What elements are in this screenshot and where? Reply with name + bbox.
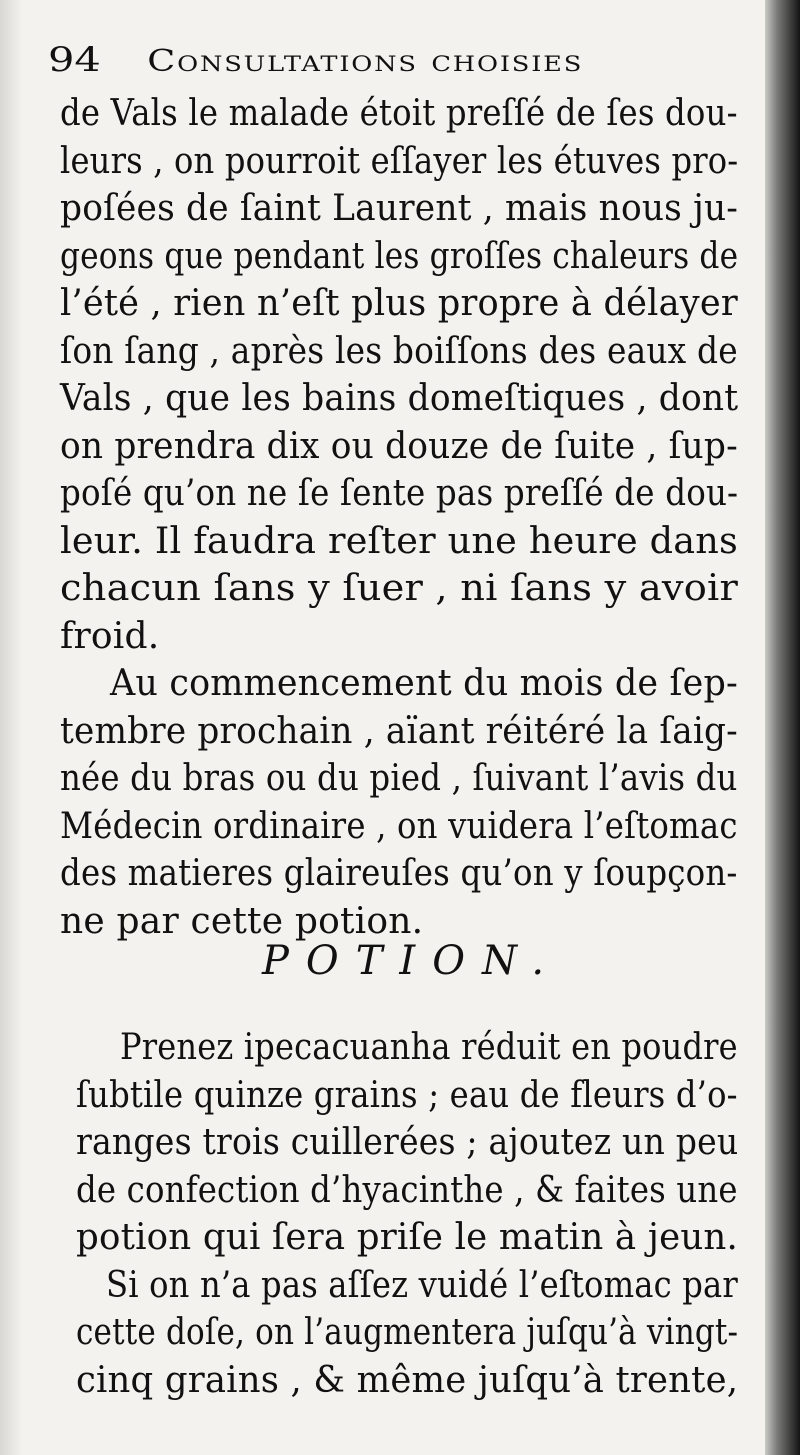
- text-line: ne par cette potion.: [60, 900, 424, 942]
- text-line: leurs , on pourroit eſſayer les étuves pro-: [60, 140, 739, 182]
- text-line: Au commencement du mois de ſep-: [110, 663, 738, 704]
- text-line: ſubtile quinze grains ; eau de fleurs d’o-: [76, 1074, 738, 1116]
- page-edge-shadow: [765, 0, 800, 1455]
- text-line: née du bras ou du pied , ſuivant l’avis du: [60, 758, 738, 799]
- text-line: geons que pendant les groſſes chaleurs de: [60, 235, 739, 277]
- text-line: Vals , que les bains domeſtiques , dont: [60, 378, 739, 419]
- text-line: tembre prochain , aïant réitéré la ſaig-: [60, 710, 738, 752]
- text-line: poſé qu’on ne ſe ſente pas preſſé de dou-: [60, 473, 739, 514]
- text-line: Prenez ipecacuanha réduit en poudre: [120, 1027, 738, 1068]
- text-line: ſon ſang , après les boiſſons des eaux de: [60, 330, 738, 372]
- text-line: cette doſe, on l’augmentera juſqu’à vingt-: [76, 1312, 739, 1353]
- text-line: ranges trois cuillerées ; ajoutez un peu: [76, 1122, 739, 1163]
- text-line: chacun ſans y ſuer , ni ſans y avoir: [60, 568, 739, 609]
- text-line: on prendra dix ou douze de ſuite , ſup-: [60, 425, 738, 467]
- text-line: froid.: [60, 615, 160, 657]
- page-number: 94: [48, 40, 101, 80]
- text-line: leur. Il faudra reſter une heure dans: [60, 520, 739, 562]
- text-line: Médecin ordinaire , on vuidera l’eſtomac: [60, 805, 738, 847]
- text-line: de confection d’hyacinthe , & faites une: [76, 1169, 738, 1211]
- text-line: cinq grains , & même juſqu’à trente,: [76, 1359, 739, 1401]
- running-head: [48, 40, 583, 80]
- text-line: Si on n’a pas aſſez vuidé l’eſtomac par: [106, 1264, 738, 1306]
- section-heading: POTION.: [262, 938, 562, 984]
- running-head-title: Consultations choisies: [147, 44, 584, 79]
- text-line: des matieres glaireuſes qu’on y ſoupçon-: [60, 853, 738, 894]
- text-line: poſées de ſaint Laurent , mais nous ju-: [60, 188, 739, 229]
- text-line: de Vals le malade étoit preſſé de ſes dou-: [60, 93, 738, 134]
- text-line: potion qui ſera priſe le matin à jeun.: [76, 1217, 739, 1258]
- gutter-shadow: [0, 0, 22, 1455]
- text-line: l’été , rien n’eſt plus propre à délayer: [60, 283, 738, 324]
